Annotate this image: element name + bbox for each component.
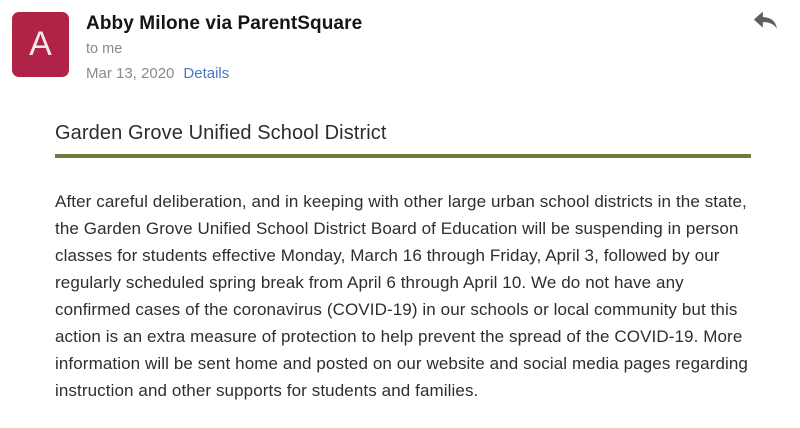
details-link[interactable]: Details (183, 65, 230, 82)
email-header (0, 0, 800, 83)
email-body (55, 121, 751, 428)
reply-button[interactable] (751, 7, 779, 33)
message-title: Garden Grove Unified School District (55, 122, 387, 144)
sender-name: Abby Milone via ParentSquare (86, 13, 363, 34)
sender-avatar[interactable] (12, 12, 69, 77)
reply-arrow-icon (751, 8, 779, 32)
date-row (86, 65, 362, 83)
avatar-letter: A (29, 25, 52, 63)
accent-divider (55, 154, 751, 158)
header-meta (86, 12, 362, 83)
email-date: Mar 13, 2020 (86, 65, 175, 82)
recipient-label: to me (86, 41, 123, 57)
message-paragraph: After careful deliberation, and in keeping with other large urban school districts in the state, the Garden Grove Unified School District Board of Education will be suspending in person classes for students effective Monday, March 16 through Friday, April 3, followed by our regularly scheduled spring break from April 6 through April 10. We do not have any confirmed cases of the coronavirus (COVID-19) in our schools or local community but this action is an extra measure of protection to help prevent the spread of the COVID-19. More information will be sent home and posted on our website and social media pages regarding instruction and other supports for students and families. (55, 192, 748, 400)
